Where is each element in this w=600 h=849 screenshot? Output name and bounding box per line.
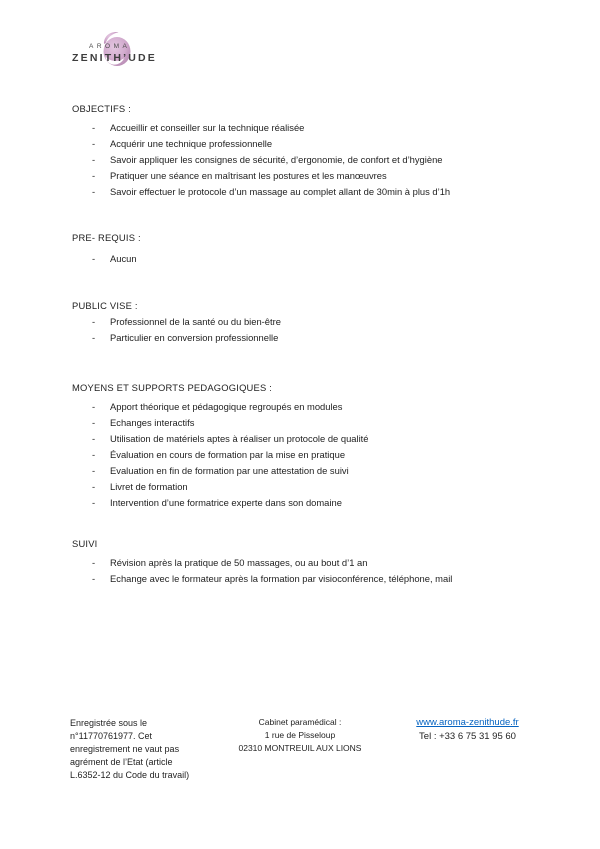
list-item-text: Utilisation de matériels aptes à réaliser un protocole de qualité — [110, 433, 369, 444]
public-vise-list — [72, 314, 570, 346]
list-item-text: Echanges interactifs — [110, 417, 195, 428]
address-line: 02310 MONTREUIL AUX LIONS — [238, 743, 362, 753]
bullet-dash: - — [92, 417, 96, 428]
address-line: Cabinet paramédical : — [258, 717, 342, 727]
list-item — [72, 136, 570, 152]
list-item — [72, 555, 570, 571]
section-heading-objectifs: OBJECTIFS : — [72, 103, 131, 114]
list-item-text: Savoir appliquer les consignes de sécurité, d’ergonomie, de confort et d’hygiène — [110, 154, 443, 165]
bullet-dash: - — [92, 170, 96, 181]
address-line: 1 rue de Pisseloup — [264, 730, 336, 740]
section-heading-public-vise: PUBLIC VISE : — [72, 300, 138, 311]
section-heading-pre-requis: PRE- REQUIS : — [72, 232, 141, 243]
bullet-dash: - — [92, 465, 96, 476]
bullet-dash: - — [92, 497, 96, 508]
list-item — [72, 495, 570, 511]
list-item — [72, 447, 570, 463]
list-item-text: Acquérir une technique professionnelle — [110, 138, 273, 149]
registration-line: agrément de l’Etat (article — [70, 757, 173, 767]
section-public-vise — [72, 299, 570, 346]
list-item — [72, 120, 570, 136]
pre-requis-list — [72, 251, 570, 267]
bullet-dash: - — [92, 573, 96, 584]
bullet-dash: - — [92, 401, 96, 412]
list-item — [72, 399, 570, 415]
bullet-dash: - — [92, 316, 96, 327]
list-item-text: Apport théorique et pédagogique regroupés en modules — [110, 401, 343, 412]
bullet-dash: - — [92, 557, 96, 568]
registration-line: n°11770761977. Cet — [70, 731, 153, 741]
list-item-text: Évaluation en cours de formation par la mise en pratique — [110, 449, 346, 460]
website-link[interactable]: www.aroma-zenithude.fr — [416, 717, 519, 728]
list-item-text: Particulier en conversion professionnelle — [110, 332, 279, 343]
bullet-dash: - — [92, 122, 96, 133]
list-item — [72, 168, 570, 184]
list-item-text: Aucun — [110, 253, 137, 264]
section-pre-requis — [72, 231, 570, 267]
list-item-text: Révision après la pratique de 50 massages, ou au bout d’1 an — [110, 557, 368, 568]
list-item-text: Evaluation en fin de formation par une attestation de suivi — [110, 465, 349, 476]
registration-line: L.6352-12 du Code du travail) — [70, 770, 190, 780]
list-item — [72, 463, 570, 479]
list-item-text: Intervention d’une formatrice experte dans son domaine — [110, 497, 342, 508]
list-item-text: Livret de formation — [110, 481, 188, 492]
list-item — [72, 251, 570, 267]
list-item — [72, 314, 570, 330]
list-item — [72, 330, 570, 346]
bullet-dash: - — [92, 449, 96, 460]
logo-aroma-text: AROMA — [89, 43, 131, 50]
list-item-text: Savoir effectuer le protocole d’un massage au complet allant de 30min à plus d’1h — [110, 186, 451, 197]
bullet-dash: - — [92, 253, 96, 264]
list-item — [72, 152, 570, 168]
logo — [72, 30, 202, 72]
list-item-text: Accueillir et conseiller sur la technique réalisée — [110, 122, 305, 133]
footer-address — [225, 716, 375, 755]
suivi-list — [72, 555, 570, 587]
phone-number: Tel : +33 6 75 31 95 60 — [419, 731, 516, 742]
footer-contact — [400, 716, 535, 744]
list-item-text: Professionnel de la santé ou du bien-être — [110, 316, 281, 327]
list-item-text: Pratiquer une séance en maîtrisant les postures et les manœuvres — [110, 170, 387, 181]
section-heading-moyens: MOYENS ET SUPPORTS PEDAGOGIQUES : — [72, 382, 273, 393]
list-item-text: Echange avec le formateur après la formation par visioconférence, téléphone, mail — [110, 573, 453, 584]
list-item — [72, 571, 570, 587]
list-item — [72, 415, 570, 431]
registration-line: enregistrement ne vaut pas — [70, 744, 180, 754]
section-moyens-pedagogiques — [72, 381, 570, 511]
registration-line: Enregistrée sous le — [70, 718, 148, 728]
bullet-dash: - — [92, 154, 96, 165]
objectifs-list — [72, 120, 570, 200]
footer-registration — [70, 717, 230, 782]
bullet-dash: - — [92, 433, 96, 444]
bullet-dash: - — [92, 186, 96, 197]
list-item — [72, 184, 570, 200]
bullet-dash: - — [92, 481, 96, 492]
list-item — [72, 479, 570, 495]
moyens-list — [72, 399, 570, 511]
bullet-dash: - — [92, 332, 96, 343]
bullet-dash: - — [92, 138, 96, 149]
section-suivi — [72, 537, 570, 587]
logo-zenithude-text: ZENITH’UDE — [72, 52, 157, 64]
list-item — [72, 431, 570, 447]
section-objectifs — [72, 102, 570, 200]
section-heading-suivi: SUIVI — [72, 538, 98, 549]
